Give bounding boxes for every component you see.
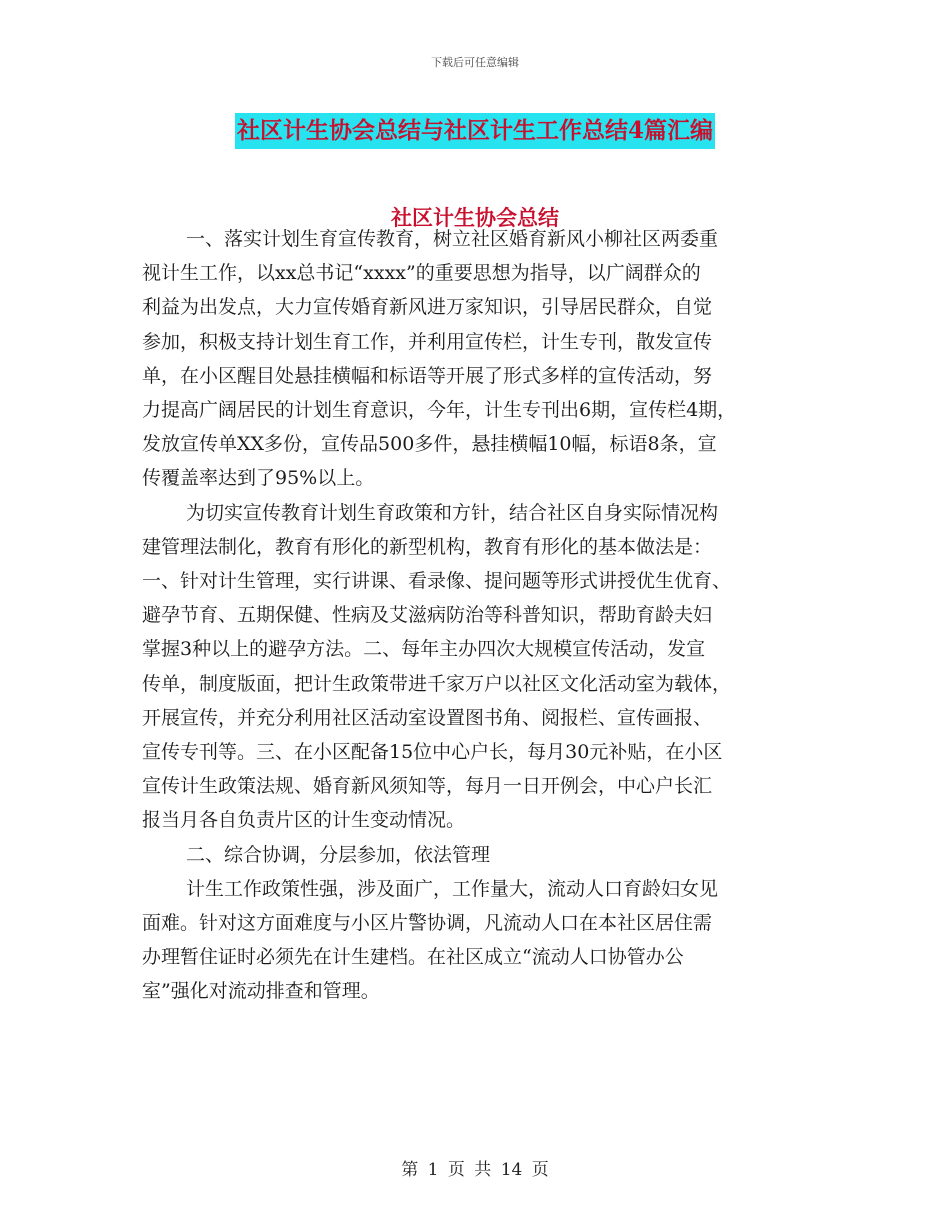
paragraph-line: 面难。针对这方面难度与小区片警协调，凡流动人口在本社区居住需 (142, 912, 713, 935)
paragraph-line: 宣传专刊等。三、在小区配备15位中心户长，每月30元补贴，在小区 (142, 741, 723, 764)
document-body (142, 222, 832, 1009)
paragraph-line: 参加，积极支持计划生育工作，并利用宣传栏，计生专刊，散发宣传 (142, 330, 713, 353)
paragraph-line: 室”强化对流动排查和管理。 (142, 980, 380, 1003)
paragraph-line: 计生工作政策性强，涉及面广，工作量大，流动人口育龄妇女见 (186, 877, 719, 900)
paragraph-line: 开展宣传，并充分利用社区活动室设置图书角、阅报栏、宣传画报、 (142, 706, 713, 729)
page-header-note: 下载后可任意编辑 (431, 56, 519, 69)
paragraph-line: 发放宣传单XX多份，宣传品500多件，悬挂横幅10幅，标语8条，宣 (142, 433, 717, 456)
paragraph-line: 一、针对计生管理，实行讲课、看录像、提问题等形式讲授优生优育、 (142, 570, 732, 593)
paragraph-line: 传单，制度版面，把计生政策带进千家万户以社区文化活动室为载体， (142, 672, 732, 695)
subheading-line: 二、综合协调，分层参加，依法管理 (186, 843, 491, 866)
page-number-footer: 第 1 页 共 14 页 (401, 1160, 549, 1180)
paragraph-line: 力提高广阔居民的计划生育意识，今年，计生专刊出6期，宣传栏4期， (142, 399, 737, 422)
paragraph-line: 办理暂住证时必须先在计生建档。在社区成立“流动人口协管办公 (142, 946, 684, 969)
paragraph-line: 报当月各自负责片区的计生变动情况。 (142, 809, 466, 832)
section-title: 社区计生协会总结 (391, 205, 559, 230)
paragraph-line: 宣传计生政策法规、婚育新风须知等，每月一日开例会，中心户长汇 (142, 775, 713, 798)
document-title-text: 社区计生协会总结与社区计生工作总结4篇汇编 (235, 113, 715, 149)
paragraph-line: 为切实宣传教育计划生育政策和方针，结合社区自身实际情况构 (186, 501, 719, 524)
paragraph-line: 一、落实计划生育宣传教育，树立社区婚育新风小柳社区两委重 (186, 228, 719, 250)
paragraph-line: 建管理法制化，教育有形化的新型机构，教育有形化的基本做法是： (142, 535, 713, 558)
paragraph-line: 避孕节育、五期保健、性病及艾滋病防治等科普知识，帮助育龄夫妇 (142, 604, 713, 627)
paragraph-line: 利益为出发点，大力宣传婚育新风进万家知识，引导居民群众，自觉 (142, 296, 713, 319)
paragraph-line: 传覆盖率达到了95%以上。 (142, 467, 375, 490)
document-title (0, 113, 950, 149)
paragraph-line: 掌握3种以上的避孕方法。二、每年主办四次大规模宣传活动，发宣 (142, 638, 706, 661)
paragraph-line: 视计生工作，以xx总书记“xxxx”的重要思想为指导，以广阔群众的 (142, 262, 701, 285)
paragraph-line: 单，在小区醒目处悬挂横幅和标语等开展了形式多样的宣传活动，努 (142, 364, 713, 387)
